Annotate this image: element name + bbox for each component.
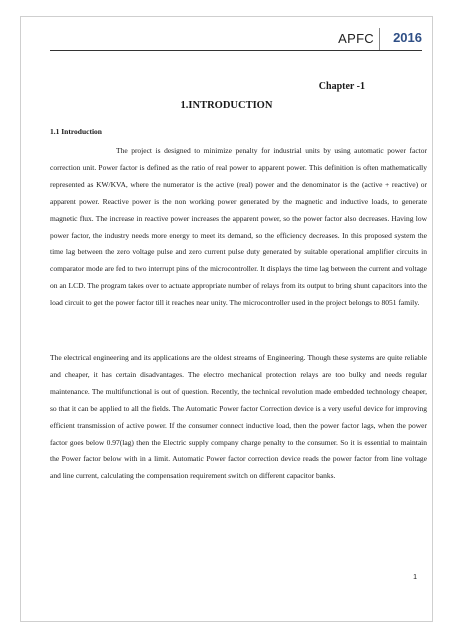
page-number: 1 [413,574,417,581]
header-year: 2016 [393,30,422,45]
body-paragraph: The electrical engineering and its applications are the oldest streams of Engineering. Though these systems are quite reliable and cheaper, it has certain disadvantages. The electro mechanical protection relays are too bulky and needs regular maintenance. The multifunctional is out of question. Recently, the technical revolution made embedded technology cheaper, so that it can be applied to all the fields. The Automatic Power factor Correction device is a very useful device for improving efficient transmission of active power. If the consumer connect inductive load, then the power factor lags, when the power factor goes below 0.97(lag) then the Electric supply company charge penalty to the consumer. So it is essential to maintain the Power factor below with in a limit. Automatic Power factor correction device reads the power factor from line voltage and line current, calculating the compensation requirement switch on different capacitor banks. [50,353,427,481]
section-heading: 1.1 Introduction [50,127,102,136]
header-separator [379,28,380,50]
main-heading: 1.INTRODUCTION [180,100,273,111]
header-title: APFC [338,31,374,46]
chapter-label: Chapter -1 [318,81,365,92]
header-rule [50,50,422,51]
body-paragraph: The project is designed to minimize penalty for industrial units by using automatic power factor correction unit. Power factor is defined as the ratio of real power to apparent power. This definition is often mathematically represented as KW/KVA, where the numerator is the active (real) power and the denominator is the (active + reactive) or apparent power. Reactive power is the non working power generated by the magnetic and inductive loads, to generate magnetic flux. The increase in reactive power increases the apparent power, so the power factor also decreases. Having low power factor, the industry needs more energy to meet its demand, so the efficiency decreases. In this proposed system the time lag between the zero voltage pulse and zero current pulse duty generated by suitable operational amplifier circuits in comparator mode are fed to two interrupt pins of the microcontroller. It displays the time lag between the current and voltage on an LCD. The program takes over to actuate appropriate number of relays from its output to bring shunt capacitors into the load circuit to get the power factor till it reaches near unity. The microcontroller used in the project belongs to 8051 family. [50,146,427,308]
page-header [50,28,422,50]
